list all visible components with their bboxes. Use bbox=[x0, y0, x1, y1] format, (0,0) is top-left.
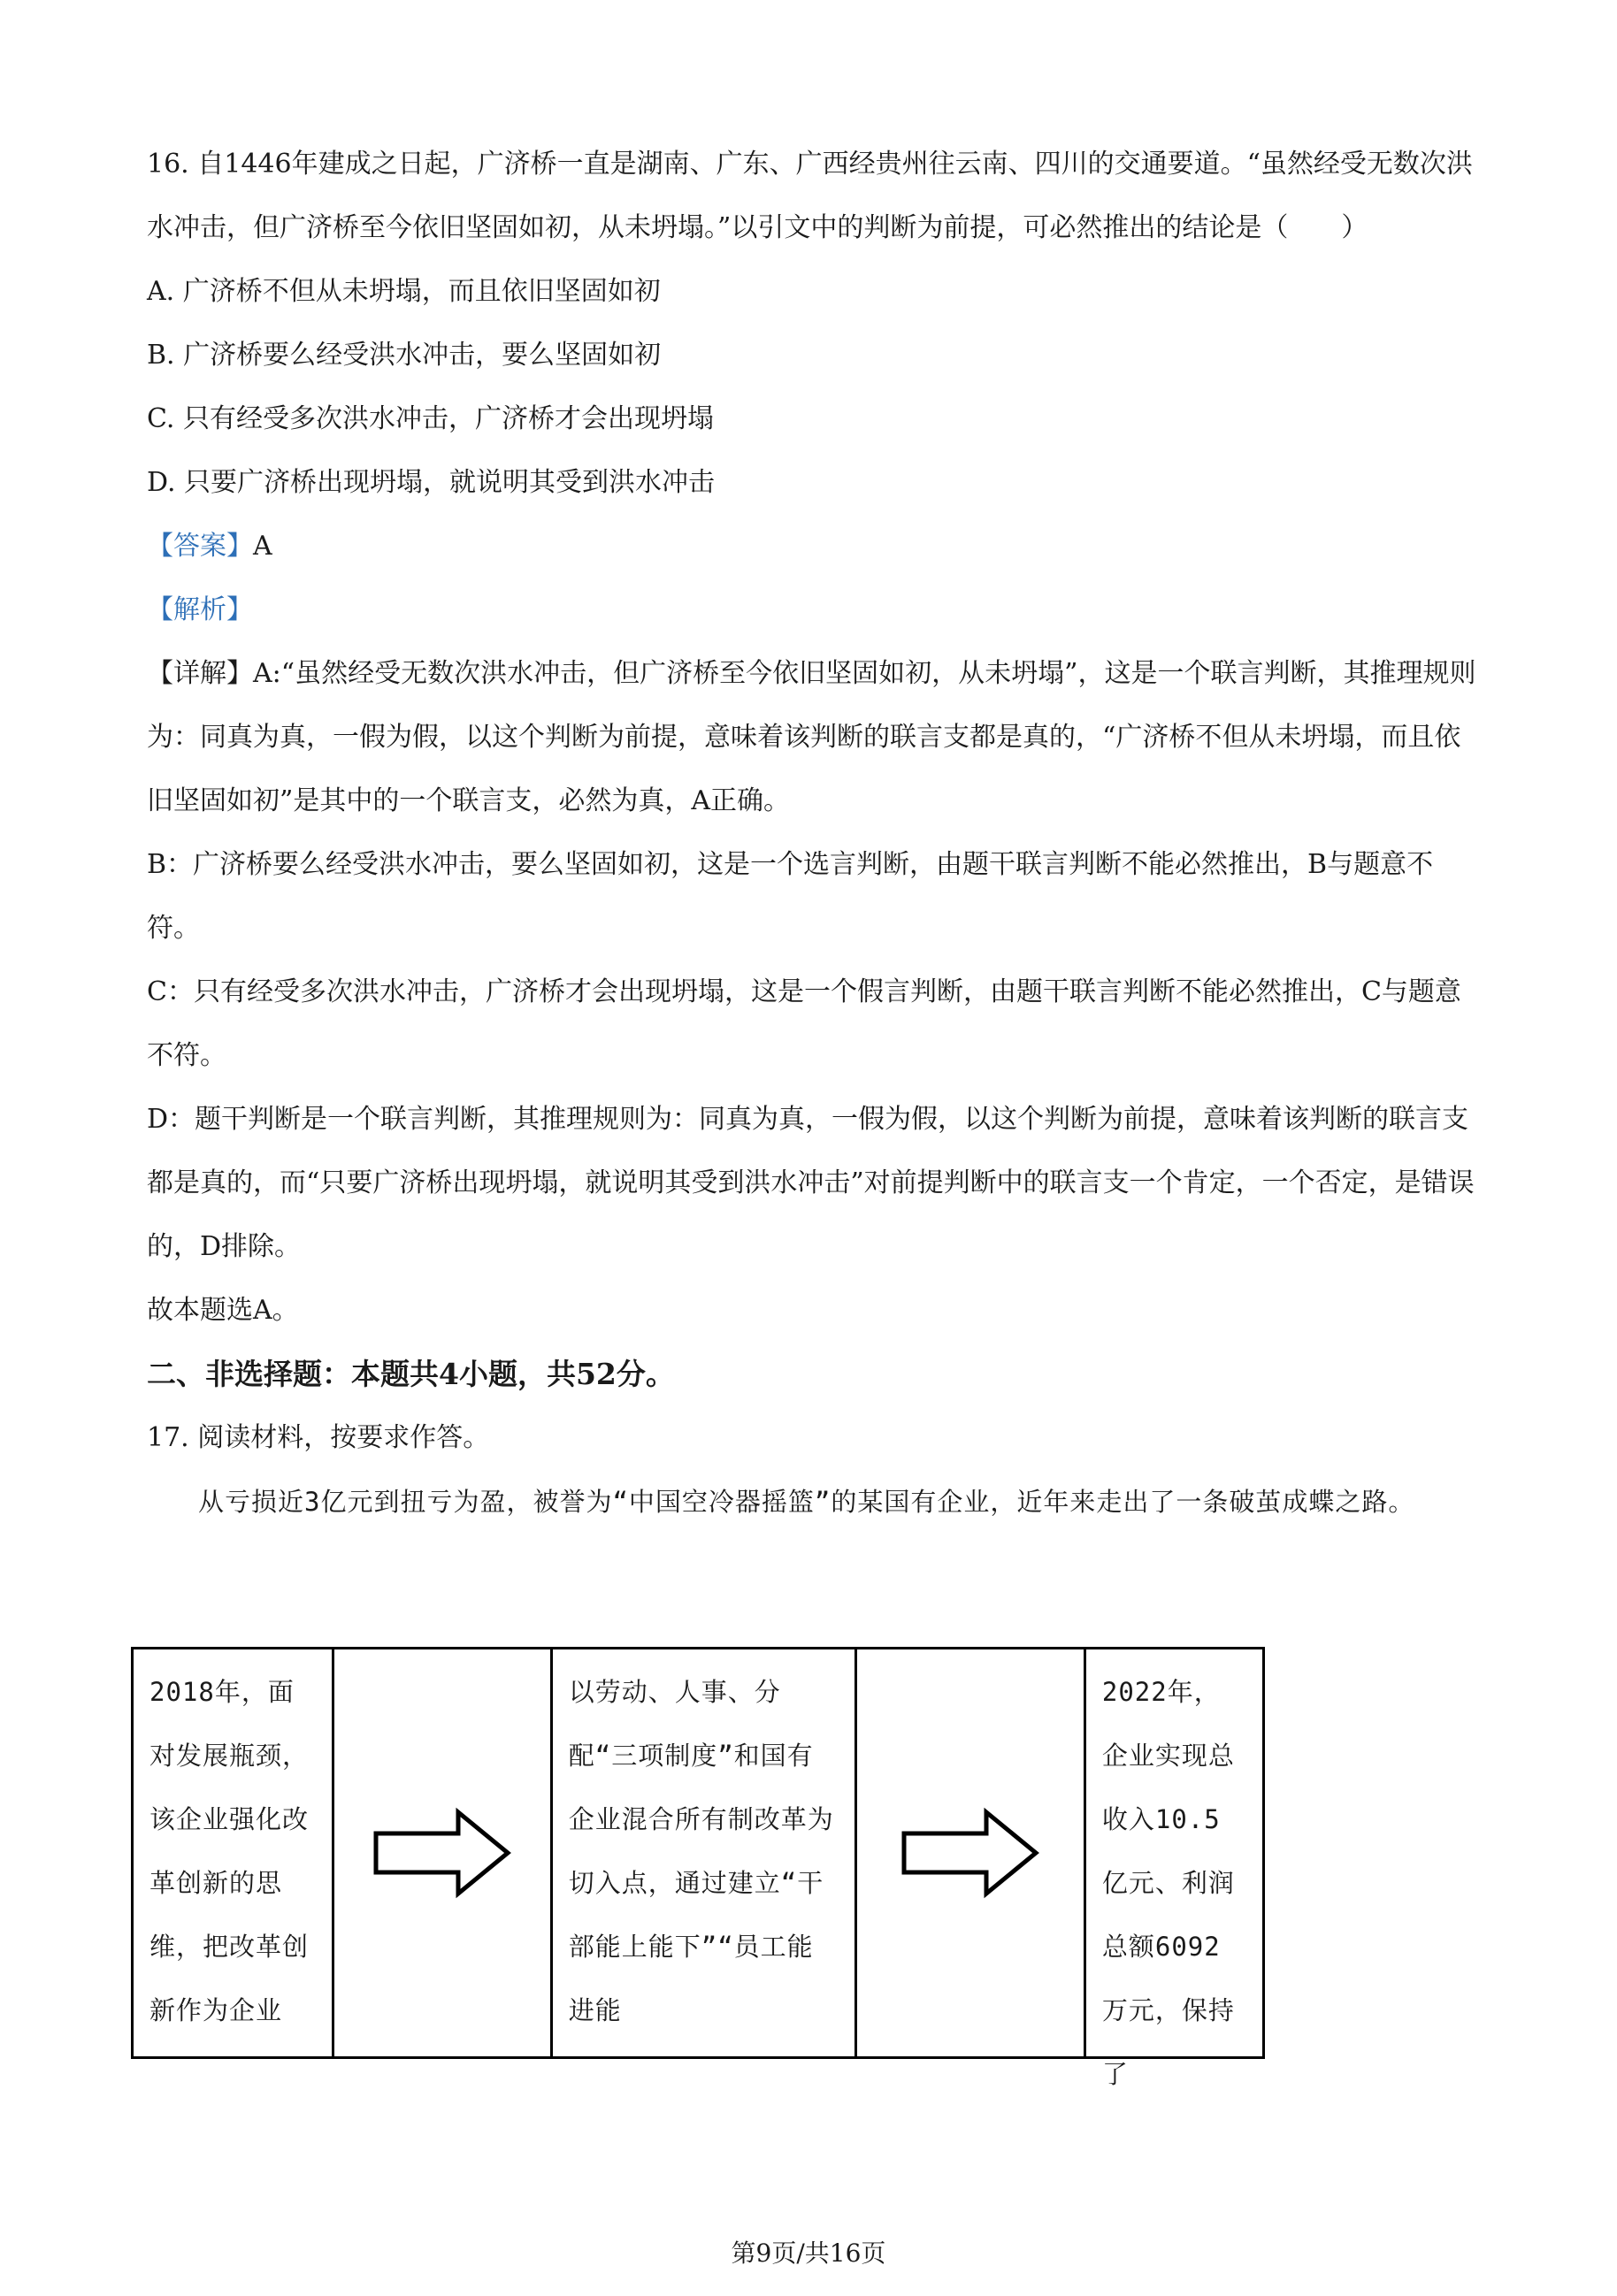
question-17-stem: 17. 阅读材料，按要求作答。 bbox=[147, 1422, 490, 1453]
conclusion: 故本题选A。 bbox=[147, 1295, 299, 1326]
section-title: 二、非选择题：本题共4小题，共52分。 bbox=[147, 1357, 675, 1391]
detail-d: D：题干判断是一个联言判断，其推理规则为：同真为真，一假为假，以这个判断为前提，意味着该判断的联言支都是真的，而“只要广济桥出现坍塌，就说明其受到洪水冲击”对前提判断中的联言支一个肯定，一个否定，是错误的，D排除。 bbox=[147, 1104, 1475, 1262]
analysis-label: 【解析】 bbox=[147, 594, 253, 625]
answer-label: 【答案】 bbox=[147, 531, 253, 562]
page-content bbox=[147, 133, 1484, 1534]
detail-b: B：广济桥要么经受洪水冲击，要么坚固如初，这是一个选言判断，由题干联言判断不能必然推出，B与题意不符。 bbox=[147, 849, 1434, 944]
option-c: C. 只有经受多次洪水冲击，广济桥才会出现坍塌 bbox=[147, 403, 714, 434]
table-cell-reform: 以劳动、人事、分配“三项制度”和国有企业混合所有制改革为切入点，通过建立“干部能上能下”“员工能进能 bbox=[553, 1649, 857, 2056]
answer-value: A bbox=[253, 531, 272, 562]
table-cell-2018: 2018年，面对发展瓶颈，该企业强化改革创新的思维，把改革创新作为企业 bbox=[134, 1649, 334, 2056]
table-cell-2022: 2022年，企业实现总收入10.5亿元、利润总额6092万元，保持了 bbox=[1101, 1677, 1235, 2089]
option-d: D. 只要广济桥出现坍塌，就说明其受到洪水冲击 bbox=[147, 467, 716, 498]
material-paragraph: 从亏损近3亿元到扭亏为盈，被誉为“中国空冷器摇篮”的某国有企业，近年来走出了一条破茧成蝶之路。 bbox=[198, 1487, 1415, 1517]
right-arrow-icon bbox=[901, 1809, 1039, 1897]
detail-a: 【详解】A:“虽然经受无数次洪水冲击，但广济桥至今依旧坚固如初，从未坍塌”，这是一个联言判断，其推理规则为：同真为真，一假为假，以这个判断为前提，意味着该判断的联言支都是真的，“广济桥不但从未坍塌，而且依旧坚固如初”是其中的一个联言支，必然为真，A正确。 bbox=[147, 658, 1476, 816]
option-a: A. 广济桥不但从未坍塌，而且依旧坚固如初 bbox=[147, 276, 661, 307]
option-b: B. 广济桥要么经受洪水冲击，要么坚固如初 bbox=[147, 340, 662, 371]
detail-c: C：只有经受多次洪水冲击，广济桥才会出现坍塌，这是一个假言判断，由题干联言判断不能必然推出，C与题意不符。 bbox=[147, 976, 1461, 1071]
material-table bbox=[131, 1647, 1265, 2089]
table-arrow-cell-1 bbox=[334, 1649, 553, 2056]
right-arrow-icon bbox=[373, 1809, 511, 1897]
page-footer: 第9页/共16页 bbox=[731, 2239, 886, 2268]
table-arrow-cell-2 bbox=[857, 1649, 1086, 2056]
question-16-stem: 16. 自1446年建成之日起，广济桥一直是湖南、广东、广西经贵州往云南、四川的交通要道。“虽然经受无数次洪水冲击，但广济桥至今依旧坚固如初，从未坍塌。”以引文中的判断为前提，可必然推出的结论是（ ） bbox=[147, 149, 1473, 243]
answer-line bbox=[147, 515, 1484, 578]
